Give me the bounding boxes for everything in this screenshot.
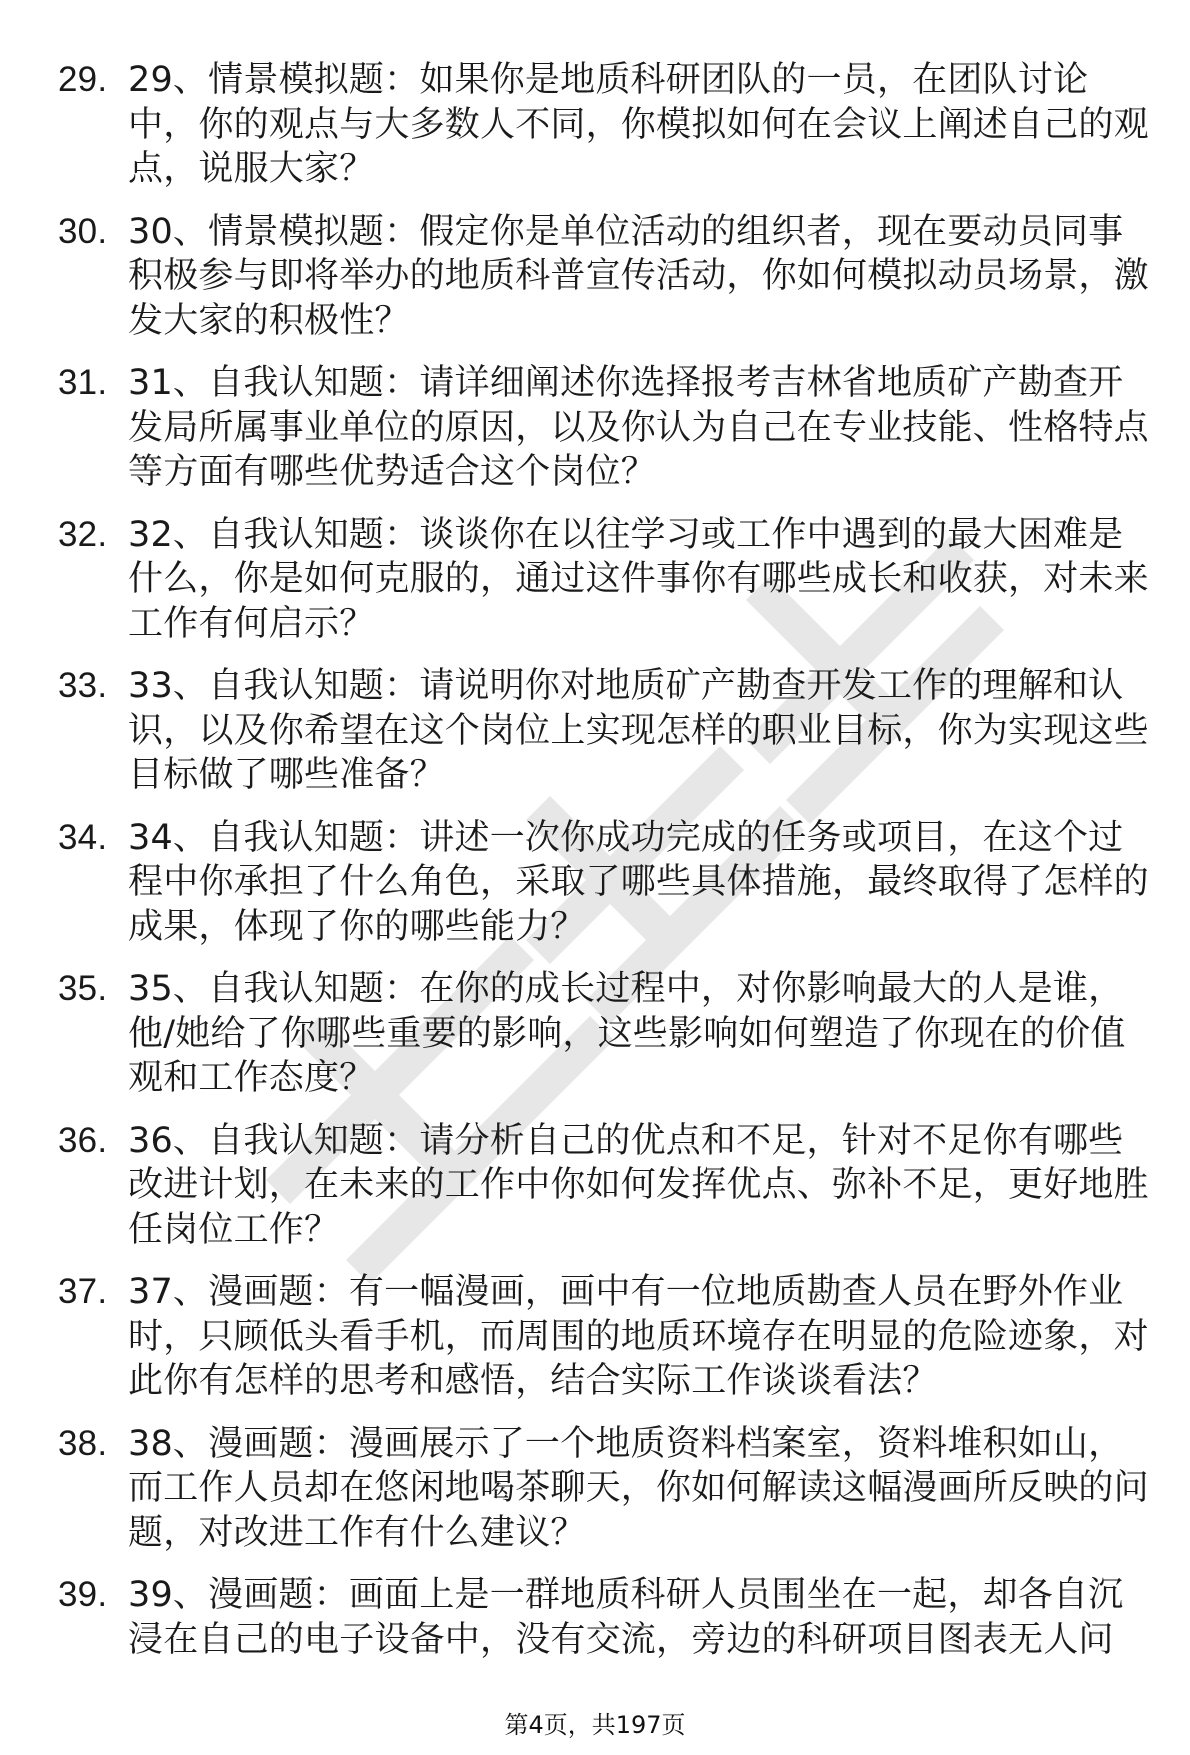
question-number: 36. xyxy=(58,1120,108,1160)
question-item xyxy=(58,1422,1158,1556)
question-item xyxy=(58,1270,1158,1404)
question-text: 32、自我认知题：谈谈你在以往学习或工作中遇到的最大困难是什么，你是如何克服的，通过这件事你有哪些成长和收获，对未来工作有何启示？ xyxy=(128,514,1149,644)
question-list xyxy=(58,58,1158,1680)
question-item xyxy=(58,361,1158,495)
question-number: 30. xyxy=(58,211,108,251)
question-number: 34. xyxy=(58,817,108,857)
question-number: 35. xyxy=(58,969,108,1008)
question-number: 33. xyxy=(58,666,108,705)
question-text: 35、自我认知题：在你的成长过程中，对你影响最大的人是谁，他/她给了你哪些重要的影响，这些影响如何塑造了你现在的价值观和工作态度？ xyxy=(128,969,1126,1098)
question-text: 39、漫画题：画面上是一群地质科研人员围坐在一起，却各自沉浸在自己的电子设备中，没有交流，旁边的科研项目图表无人问 xyxy=(128,1575,1124,1660)
question-item xyxy=(58,58,1158,192)
question-number: 31. xyxy=(58,363,108,402)
question-number: 29. xyxy=(58,60,108,99)
question-number: 39. xyxy=(58,1575,108,1614)
question-item xyxy=(58,967,1158,1101)
question-text: 38、漫画题：漫画展示了一个地质资料档案室，资料堆积如山，而工作人员却在悠闲地喝茶聊天，你如何解读这幅漫画所反映的问题，对改进工作有什么建议？ xyxy=(128,1423,1149,1553)
question-text: 33、自我认知题：请说明你对地质矿产勘查开发工作的理解和认识，以及你希望在这个岗位上实现怎样的职业目标，你为实现这些目标做了哪些准备？ xyxy=(128,666,1149,795)
question-text: 34、自我认知题：讲述一次你成功完成的任务或项目，在这个过程中你承担了什么角色，采取了哪些具体措施，最终取得了怎样的成果，体现了你的哪些能力？ xyxy=(128,817,1149,947)
question-text: 29、情景模拟题：如果你是地质科研团队的一员，在团队讨论中，你的观点与大多数人不同，你模拟如何在会议上阐述自己的观点，说服大家？ xyxy=(128,60,1149,189)
question-item xyxy=(58,816,1158,950)
question-item xyxy=(58,664,1158,798)
question-text: 37、漫画题：有一幅漫画，画中有一位地质勘查人员在野外作业时，只顾低头看手机，而周围的地质环境存在明显的危险迹象，对此你有怎样的思考和感悟，结合实际工作谈谈看法？ xyxy=(128,1272,1149,1401)
question-text: 36、自我认知题：请分析自己的优点和不足，针对不足你有哪些改进计划，在未来的工作中你如何发挥优点、弥补不足，更好地胜任岗位工作？ xyxy=(128,1120,1149,1250)
question-number: 37. xyxy=(58,1272,108,1311)
question-item xyxy=(58,1573,1158,1662)
question-text: 30、情景模拟题：假定你是单位活动的组织者，现在要动员同事积极参与即将举办的地质科普宣传活动，你如何模拟动员场景，激发大家的积极性？ xyxy=(128,211,1149,341)
question-number: 32. xyxy=(58,514,108,554)
question-item xyxy=(58,513,1158,647)
page-number-footer: 第4页，共197页 xyxy=(504,1711,686,1739)
question-item xyxy=(58,1119,1158,1253)
question-number: 38. xyxy=(58,1423,108,1463)
question-text: 31、自我认知题：请详细阐述你选择报考吉林省地质矿产勘查开发局所属事业单位的原因，以及你认为自己在专业技能、性格特点等方面有哪些优势适合这个岗位？ xyxy=(128,363,1149,492)
question-item xyxy=(58,210,1158,344)
